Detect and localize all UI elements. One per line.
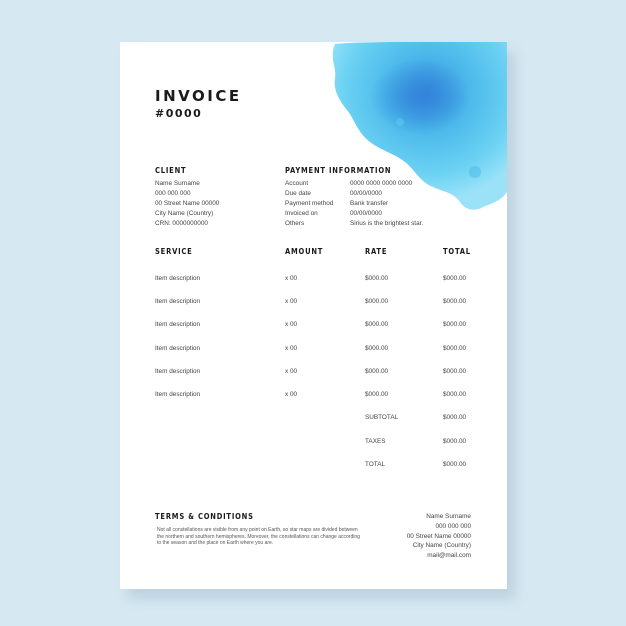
payment-row	[285, 179, 485, 189]
payment-label: Account	[285, 180, 309, 187]
table-row	[155, 314, 475, 337]
item-rate: $000.00	[365, 391, 389, 399]
table-row	[155, 337, 475, 360]
client-heading: CLIENT	[155, 166, 187, 175]
items-table	[155, 244, 475, 477]
item-rate: $000.00	[365, 321, 389, 329]
item-total: $000.00	[443, 274, 467, 282]
item-amount: x 00	[285, 367, 298, 375]
client-line: 000 000 000	[155, 190, 191, 197]
terms-text: Not all constellations are visible from any point on Earth, so star maps are divided between the northern and southern hemispheres. Moreover, the constellations can change according to the season and the place on Earth where you are.	[157, 527, 360, 546]
total-value: $000.00	[443, 461, 467, 469]
payment-row	[285, 189, 485, 199]
item-description: Item description	[155, 367, 201, 375]
contact-line: 000 000 000	[435, 522, 471, 530]
payment-label: Due date	[285, 190, 311, 197]
item-description: Item description	[155, 391, 201, 399]
taxes-row	[155, 430, 475, 453]
item-rate: $000.00	[365, 344, 389, 352]
table-row	[155, 267, 475, 290]
table-row	[155, 383, 475, 406]
item-amount: x 00	[285, 344, 298, 352]
item-rate: $000.00	[365, 297, 389, 305]
header-total: TOTAL	[443, 246, 471, 256]
payment-label: Payment method	[285, 200, 334, 207]
total-row	[155, 453, 475, 476]
subtotal-label: SUBTOTAL	[365, 414, 399, 422]
table-header	[155, 244, 475, 258]
client-details	[155, 179, 265, 229]
item-total: $000.00	[443, 367, 467, 375]
contact-section	[351, 512, 471, 561]
payment-details	[285, 179, 485, 229]
header-service: SERVICE	[155, 246, 193, 256]
item-rate: $000.00	[365, 367, 389, 375]
invoice-title: INVOICE	[155, 87, 242, 105]
payment-label: Invoiced on	[285, 210, 318, 217]
payment-row	[285, 199, 485, 209]
table-row	[155, 290, 475, 313]
contact-line: Name Surname	[426, 513, 471, 520]
terms-heading: TERMS & CONDITIONS	[155, 512, 254, 521]
item-rate: $000.00	[365, 274, 389, 282]
payment-value: Sirius is the brightest star.	[350, 220, 424, 227]
payment-section	[285, 166, 485, 229]
item-description: Item description	[155, 297, 201, 305]
item-description: Item description	[155, 344, 201, 352]
total-label: TOTAL	[365, 461, 386, 469]
contact-line: City Name (Country)	[412, 542, 471, 550]
payment-row	[285, 219, 485, 229]
payment-value: 00/00/0000	[350, 190, 382, 197]
item-amount: x 00	[285, 297, 298, 305]
terms-section	[155, 512, 360, 547]
client-section	[155, 166, 265, 229]
payment-heading: PAYMENT INFORMATION	[285, 166, 392, 175]
header-rate: RATE	[365, 246, 388, 256]
item-total: $000.00	[443, 391, 467, 399]
item-amount: x 00	[285, 391, 298, 399]
payment-value: 0000 0000 0000 0000	[350, 180, 413, 187]
item-description: Item description	[155, 321, 201, 329]
item-total: $000.00	[443, 344, 467, 352]
item-total: $000.00	[443, 297, 467, 305]
item-amount: x 00	[285, 321, 298, 329]
subtotal-row	[155, 407, 475, 430]
contact-email: mail@mail.com	[427, 552, 471, 560]
invoice-page	[120, 42, 507, 589]
item-amount: x 00	[285, 274, 298, 282]
item-description: Item description	[155, 274, 201, 282]
payment-label: Others	[285, 220, 305, 227]
payment-value: Bank transfer	[350, 200, 389, 207]
item-total: $000.00	[443, 321, 467, 329]
client-line: 00 Street Name 00000	[155, 200, 220, 207]
taxes-label: TAXES	[365, 437, 386, 445]
payment-row	[285, 209, 485, 219]
invoice-number: #0000	[155, 107, 203, 120]
client-line: Name Surname	[155, 180, 200, 187]
subtotal-value: $000.00	[443, 414, 467, 422]
payment-value: 00/00/0000	[350, 210, 382, 217]
taxes-value: $000.00	[443, 437, 467, 445]
contact-line: 00 Street Name 00000	[406, 532, 471, 540]
client-line: CRN: 0000000000	[155, 220, 208, 227]
header-amount: AMOUNT	[285, 246, 324, 256]
client-line: City Name (Country)	[155, 210, 214, 217]
table-row	[155, 360, 475, 383]
